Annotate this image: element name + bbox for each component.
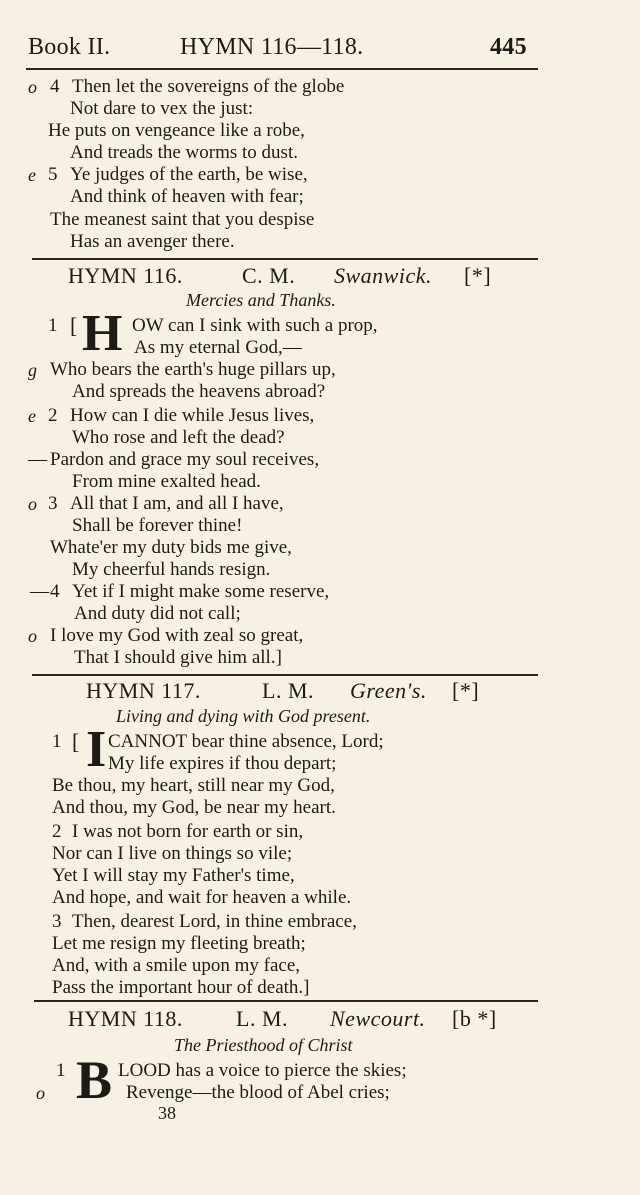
running-title: HYMN 116—118. (180, 34, 364, 60)
verse-number: 3 (52, 911, 62, 932)
verse-number: 2 (48, 405, 58, 426)
verse-line: How can I die while Jesus lives, (70, 405, 315, 426)
verse-line: And spreads the heavens abroad? (72, 381, 326, 402)
verse-line: Not dare to vex the just: (70, 98, 254, 119)
verse-line: As my eternal God,— (134, 337, 302, 358)
dynamic-mark: o (28, 626, 37, 646)
dynamic-mark: o (28, 494, 37, 514)
verse-line: Who bears the earth's huge pillars up, (50, 359, 336, 380)
page-number: 445 (490, 34, 527, 60)
verse-number: 2 (52, 821, 62, 842)
verse-number: 1 (52, 731, 62, 752)
verse-line: And, with a smile upon my face, (52, 955, 301, 976)
hymn-title: HYMN 118. (68, 1006, 183, 1031)
verse-line: From mine exalted head. (72, 471, 261, 492)
verse-line: And think of heaven with fear; (70, 186, 304, 207)
hymn-tune: Green's. (350, 678, 427, 703)
verse-line: He puts on vengeance like a robe, (48, 120, 305, 141)
dynamic-mark: e (28, 406, 36, 426)
dynamic-mark: g (28, 360, 37, 380)
book-label: Book II. (28, 34, 111, 60)
verse-line: Be thou, my heart, still near my God, (52, 775, 335, 796)
header-rule (26, 68, 538, 70)
hymn-tune: Newcourt. (330, 1006, 426, 1031)
verse-line: Ye judges of the earth, be wise, (70, 164, 308, 185)
verse-line: My life expires if thou depart; (108, 753, 337, 774)
verse-line: CANNOT bear thine absence, Lord; (108, 731, 384, 752)
dynamic-mark: o (28, 77, 37, 97)
hymn-flag: [*] (464, 263, 492, 288)
hymn-title: HYMN 116. (68, 263, 183, 288)
verse-line: Has an avenger there. (70, 231, 235, 252)
verse-line: Whate'er my duty bids me give, (50, 537, 292, 558)
verse-number: 1 (56, 1060, 66, 1081)
verse-number: 5 (48, 164, 58, 185)
verse-number: 1 (48, 315, 58, 336)
hymn-subtitle: Living and dying with God present. (116, 706, 371, 726)
verse-line: Pardon and grace my soul receives, (50, 449, 320, 470)
verse-line: And duty did not call; (74, 603, 241, 624)
drop-cap: I (86, 721, 107, 778)
verse-line: Yet if I might make some reserve, (72, 581, 330, 602)
verse-line: Then let the sovereigns of the globe (72, 76, 345, 97)
hymn-flag: [*] (452, 678, 480, 703)
verse-line: Revenge—the blood of Abel cries; (126, 1082, 390, 1103)
verse-line: Let me resign my fleeting breath; (52, 933, 306, 954)
dynamic-mark: e (28, 165, 36, 185)
opening-bracket: [ (70, 313, 78, 338)
verse-line: Then, dearest Lord, in thine embrace, (72, 911, 357, 932)
dynamic-mark: — (28, 449, 47, 470)
signature-mark: 38 (158, 1103, 176, 1123)
verse-line: OW can I sink with such a prop, (132, 315, 378, 336)
section-rule (32, 258, 538, 260)
hymn-meter: C. M. (242, 263, 296, 288)
verse-line: I was not born for earth or sin, (72, 821, 304, 842)
hymn-flag: [b *] (452, 1006, 497, 1031)
verse-number: 3 (48, 493, 58, 514)
hymn-title: HYMN 117. (86, 678, 201, 703)
dynamic-mark: — (30, 581, 49, 602)
verse-line: My cheerful hands resign. (72, 559, 271, 580)
verse-line: And hope, and wait for heaven a while. (52, 887, 352, 908)
verse-line: And treads the worms to dust. (70, 142, 298, 163)
drop-cap: H (82, 305, 123, 362)
hymn-meter: L. M. (236, 1006, 288, 1031)
verse-line: Nor can I live on things so vile; (52, 843, 293, 864)
hymn-subtitle: Mercies and Thanks. (186, 290, 336, 310)
verse-line: The meanest saint that you despise (50, 209, 315, 230)
verse-line: And thou, my God, be near my heart. (52, 797, 336, 818)
verse-line: Pass the important hour of death.] (52, 977, 310, 998)
verse-number: 4 (50, 581, 60, 602)
drop-cap: B (76, 1050, 113, 1110)
verse-line: That I should give him all.] (74, 647, 282, 668)
verse-line: LOOD has a voice to pierce the skies; (118, 1060, 407, 1081)
hymn-subtitle: The Priesthood of Christ (174, 1035, 353, 1055)
verse-line: Shall be forever thine! (72, 515, 243, 536)
section-rule (32, 674, 538, 676)
verse-line: Who rose and left the dead? (72, 427, 285, 448)
verse-line: All that I am, and all I have, (70, 493, 284, 514)
section-rule (34, 1000, 538, 1002)
verse-line: I love my God with zeal so great, (50, 625, 304, 646)
dynamic-mark: o (36, 1083, 45, 1103)
verse-line: Yet I will stay my Father's time, (52, 865, 295, 886)
hymn-tune: Swanwick. (334, 263, 432, 288)
hymn-meter: L. M. (262, 678, 314, 703)
verse-number: 4 (50, 76, 60, 97)
opening-bracket: [ (72, 729, 80, 754)
